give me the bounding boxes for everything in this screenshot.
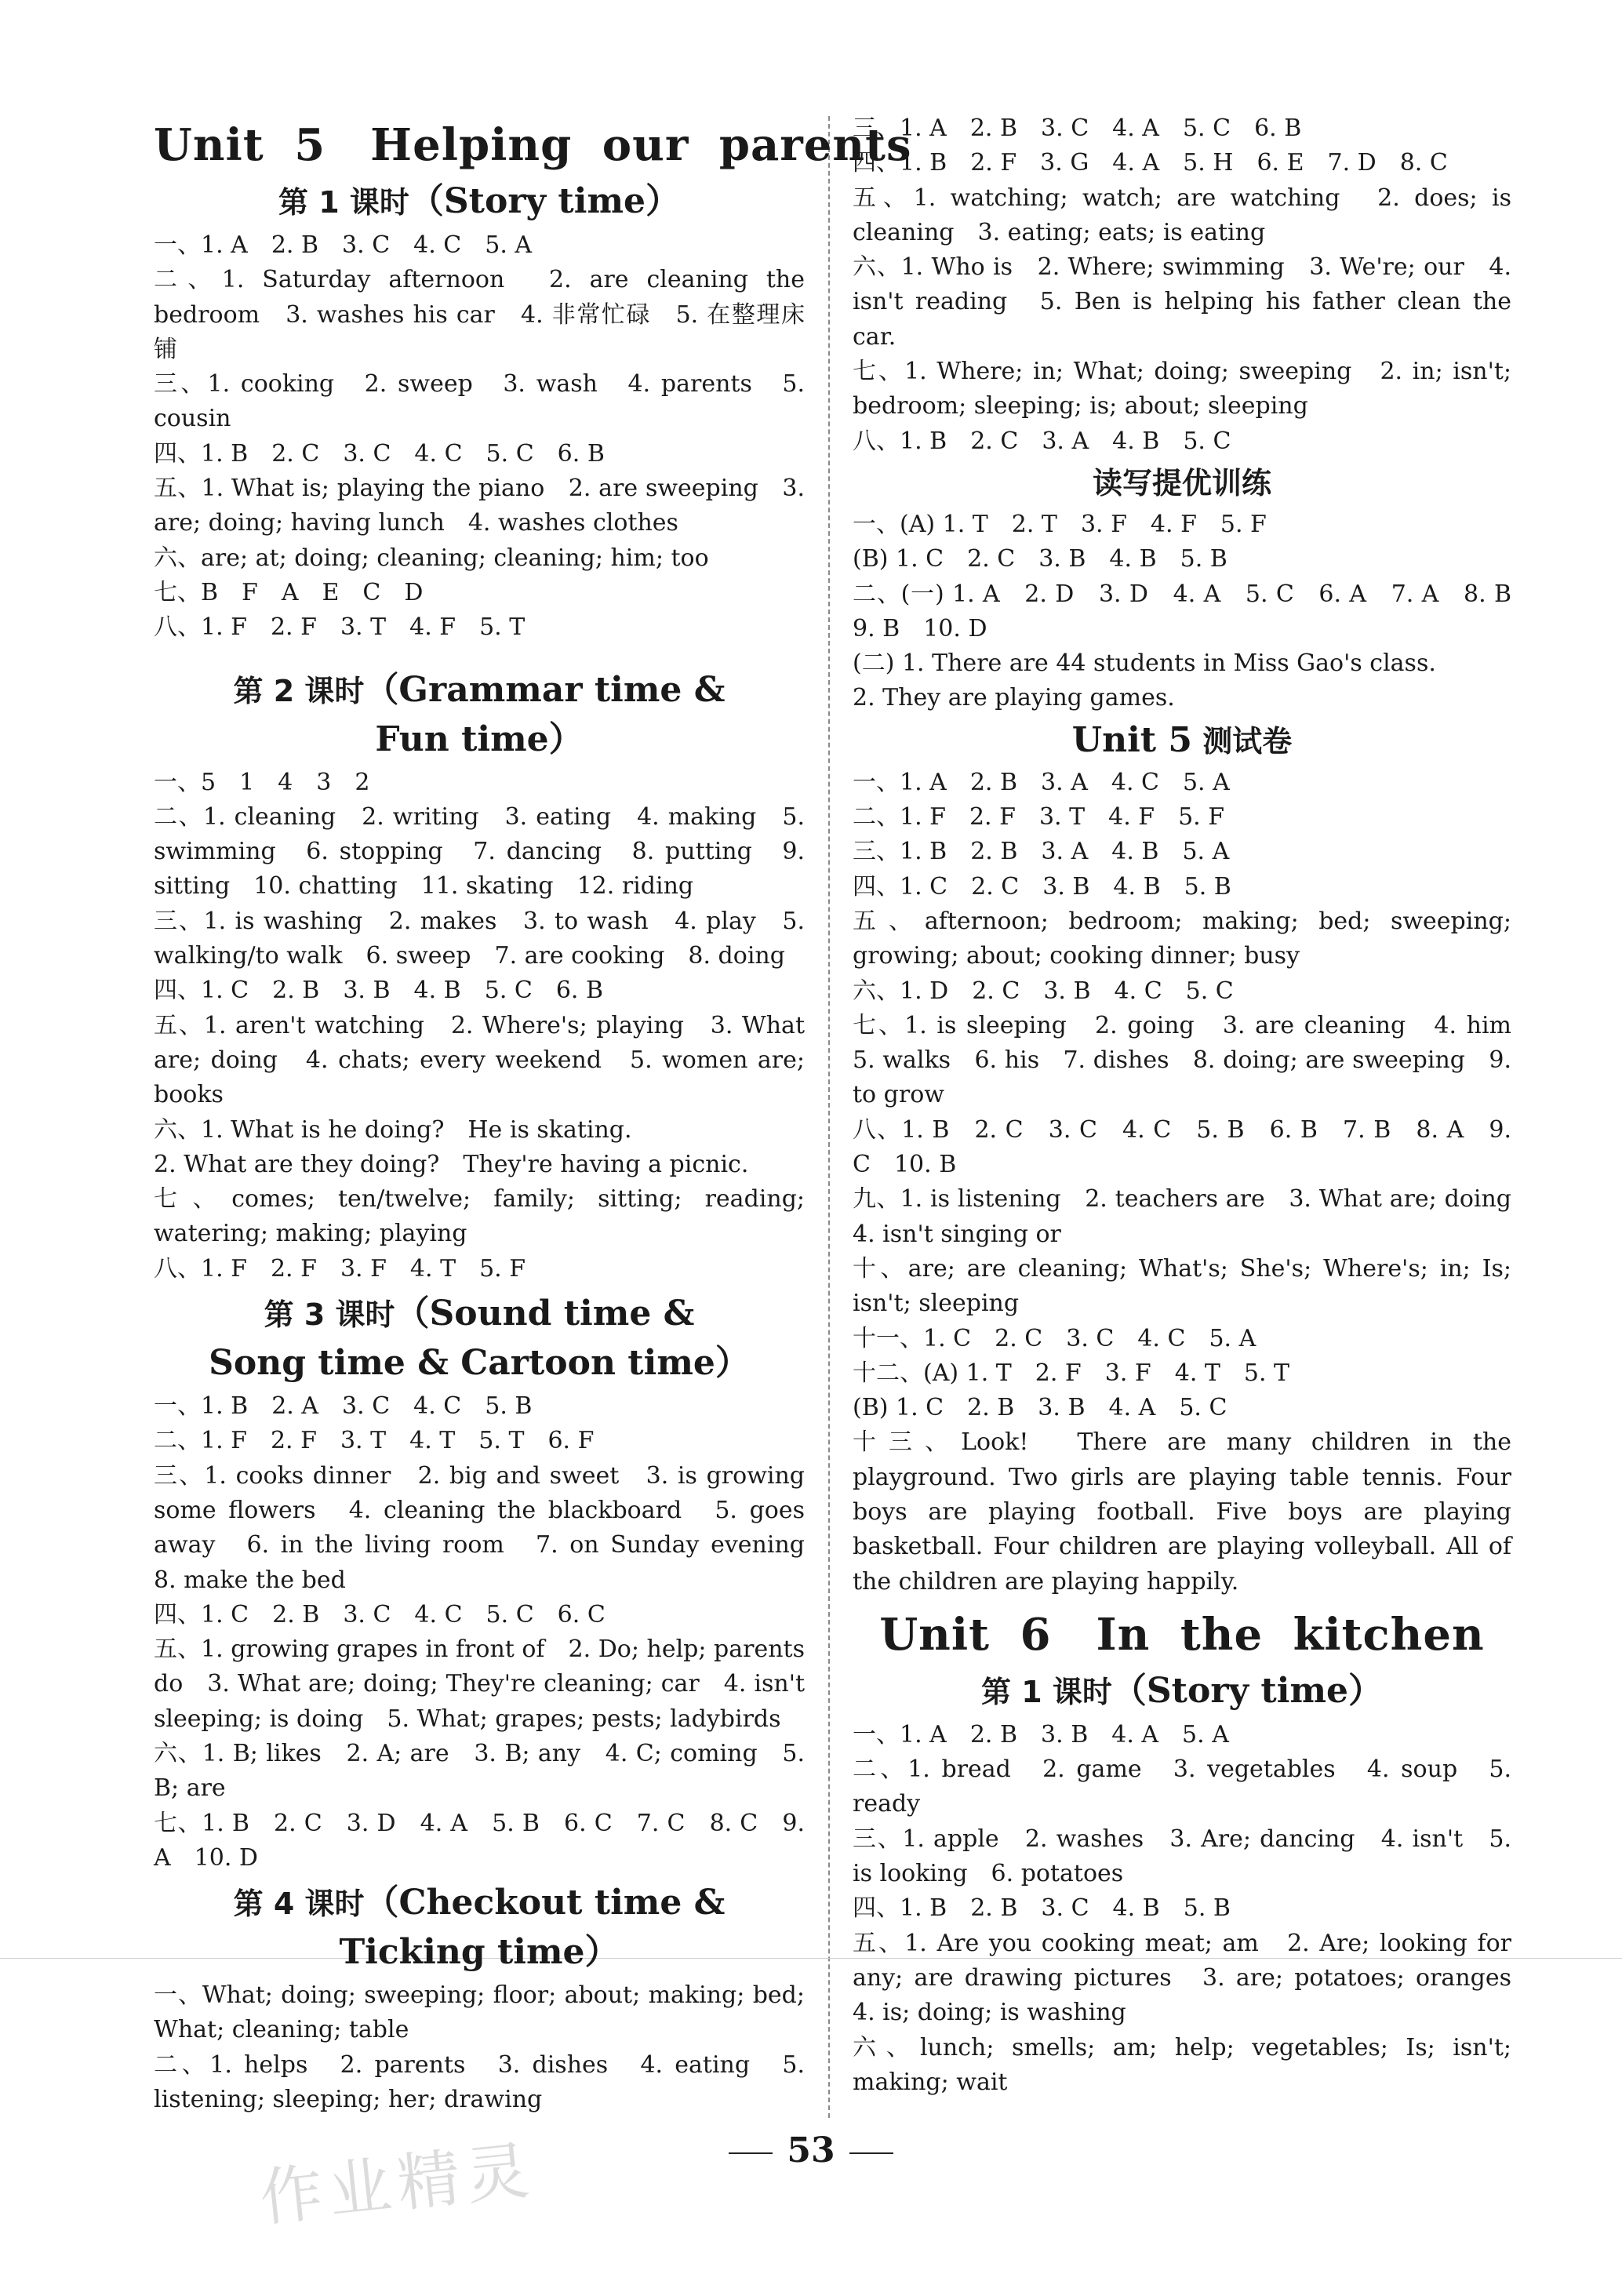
answer-line: 一、5 1 4 3 2	[154, 768, 370, 796]
answer-line: 十三、Look! There are many children in the playground. Two girls are playing table tennis. Four boys are playing football. Five boys are playing basketball. Four children are playing volleyball. All of the children are playing happily.	[853, 1428, 1511, 1596]
answer-line: 二、1. cleaning 2. writing 3. eating 4. making 5. swimming 6. stopping 7. dancing 8. putting 9. sitting 10. chatting 11. skating 12. riding	[154, 802, 805, 901]
answer-line: 2. What are they doing? They're having a picnic.	[154, 1150, 749, 1178]
answer-line: 七、B F A E C D	[154, 578, 424, 606]
reading-writing-answers	[853, 508, 1535, 716]
answer-line: 二、1. F 2. F 3. T 4. F 5. F	[853, 803, 1225, 831]
answer-line: 四、1. B 2. F 3. G 4. A 5. H 6. E 7. D 8. C	[853, 149, 1448, 177]
answer-line: 二、1. bread 2. game 3. vegetables 4. soup 5. ready	[853, 1756, 1511, 1818]
answer-line: 六、1. Who is 2. Where; swimming 3. We're; our 4. isn't reading 5. Ben is helping his father clean the car.	[853, 253, 1511, 351]
unit-6-lesson-1-label: 第 1 课时	[980, 1674, 1112, 1709]
answer-line: 五、1. aren't watching 2. Where's; playing 3. What are; doing 4. chats; every weekend 5. women are; books	[154, 1011, 805, 1109]
answer-line: 六、1. B; likes 2. A; are 3. B; any 4. C; coming 5. B; are	[154, 1739, 805, 1803]
answer-line: 五、afternoon; bedroom; making; bed; sweeping; growing; about; cooking dinner; busy	[853, 907, 1511, 970]
answer-line: 八、1. B 2. C 3. A 4. B 5. C	[853, 427, 1231, 455]
answer-line: 五、1. watching; watch; are watching 2. does; is cleaning 3. eating; eats; is eating	[853, 184, 1511, 246]
watermark: 作业精灵	[256, 2133, 539, 2236]
lesson-3-title	[154, 1290, 805, 1388]
lesson-1-name: （Story time）	[409, 181, 680, 221]
left-column	[154, 110, 912, 2117]
unit-5-test-answers	[853, 766, 1535, 1599]
answer-line: 六、lunch; smells; am; help; vegetables; Is; isn't; making; wait	[853, 2033, 1511, 2096]
unit-6-lesson-1-name: （Story time）	[1111, 1670, 1383, 1711]
answer-line: 六、are; at; doing; cleaning; cleaning; him; too	[154, 544, 709, 572]
answer-line: 七、1. B 2. C 3. D 4. A 5. B 6. C 7. C 8. C 9. A 10. D	[154, 1809, 805, 1872]
lesson-2-name-line2: Fun time）	[375, 719, 584, 759]
answer-line: 一、1. A 2. B 3. A 4. C 5. A	[853, 768, 1230, 796]
page-number-dash-left	[729, 2152, 773, 2154]
answer-line: 七、comes; ten/twelve; family; sitting; reading; watering; making; playing	[154, 1185, 805, 1248]
unit-6-title: Unit 6 In the kitchen	[879, 1608, 1485, 1661]
lesson-1-title	[154, 177, 805, 227]
answer-line: 四、1. B 2. C 3. C 4. C 5. C 6. B	[154, 439, 605, 468]
page-number: 53	[787, 2130, 835, 2170]
answer-line: 三、1. cooks dinner 2. big and sweet 3. is growing some flowers 4. cleaning the blackboard 5. goes away 6. in the living room 7. on Sunday evening 8. make the bed	[154, 1461, 828, 1594]
unit-6-lesson-1-title	[853, 1667, 1511, 1716]
answer-line: 一、1. B 2. A 3. C 4. C 5. B	[154, 1392, 533, 1421]
lesson-4-answers	[154, 1978, 805, 2117]
answer-line: (二) 1. There are 44 students in Miss Gao's class.	[853, 650, 1436, 678]
page-number-dash-right	[849, 2152, 893, 2154]
answer-line: 三、1. B 2. B 3. A 4. B 5. A	[853, 838, 1230, 866]
lesson-3-answers	[154, 1389, 828, 1876]
answer-line: 六、1. D 2. C 3. B 4. C 5. C	[853, 977, 1234, 1005]
lesson-4-name-line2: Ticking time）	[339, 1932, 620, 1973]
unit-5-test-label: 测试卷	[1202, 723, 1293, 759]
unit-6-lesson-1-answers	[853, 1718, 1535, 2100]
reading-writing-title: 读写提优训练	[1092, 465, 1271, 500]
answer-line: 三、1. is washing 2. makes 3. to wash 4. play 5. walking/to walk 6. sweep 7. are cooking 8. doing	[154, 907, 805, 970]
lesson-2-label: 第 2 课时	[233, 673, 365, 708]
answer-line: 三、1. cooking 2. sweep 3. wash 4. parents 5. cousin	[154, 370, 805, 433]
lesson-2-name-line1: （Grammar time &	[364, 669, 726, 710]
right-column	[853, 111, 1535, 2100]
answer-line: 四、1. B 2. B 3. C 4. B 5. B	[853, 1894, 1231, 1923]
answer-line: 二、1. F 2. F 3. T 4. T 5. T 6. F	[154, 1427, 595, 1455]
answer-line: 四、1. C 2. B 3. B 4. B 5. C 6. B	[154, 977, 604, 1005]
answer-line: (B) 1. C 2. C 3. B 4. B 5. B	[853, 545, 1227, 573]
lesson-3-name-line1: （Sound time &	[395, 1294, 695, 1334]
lesson-3-name-line2: Song time & Cartoon time）	[209, 1343, 750, 1384]
answer-line: 七、1. Where; in; What; doing; sweeping 2. in; isn't; bedroom; sleeping; is; about; sleeping	[853, 358, 1511, 420]
answer-line: 十二、(A) 1. T 2. F 3. F 4. T 5. T	[853, 1359, 1290, 1387]
answer-line: 二、1. Saturday afternoon 2. are cleaning the bedroom 3. washes his car 4. 非常忙碌 5. 在整理床铺	[154, 266, 805, 363]
answer-line: 一、What; doing; sweeping; floor; about; making; bed; What; cleaning; table	[154, 1981, 805, 2044]
lesson-4-answers-continued	[853, 111, 1511, 459]
answer-line: 一、(A) 1. T 2. T 3. F 4. F 5. F	[853, 510, 1267, 538]
answer-line: 二、(一) 1. A 2. D 3. D 4. A 5. C 6. A 7. A 8. B 9. B 10. D	[853, 580, 1535, 642]
unit-5-title: Unit 5 Helping our parents	[154, 119, 912, 171]
answer-line: 2. They are playing games.	[853, 684, 1175, 712]
page-number-footer	[0, 2127, 1622, 2174]
lesson-4-title	[154, 1879, 805, 1977]
lesson-3-label: 第 3 课时	[264, 1297, 395, 1333]
answer-line: 六、1. What is he doing? He is skating.	[154, 1115, 632, 1144]
answer-line: 四、1. C 2. C 3. B 4. B 5. B	[853, 872, 1231, 901]
answer-line: 三、1. A 2. B 3. C 4. A 5. C 6. B	[853, 115, 1302, 142]
answer-line: 十、are; are cleaning; What's; She's; Where's; in; Is; isn't; sleeping	[853, 1254, 1511, 1318]
answer-line: 五、1. What is; playing the piano 2. are sweeping 3. are; doing; having lunch 4. washes clothes	[154, 475, 805, 537]
column-divider	[828, 116, 830, 2118]
answer-line: 五、1. Are you cooking meat; am 2. Are; looking for any; are drawing pictures 3. are; potatoes; oranges 4. is; doing; is washing	[853, 1929, 1535, 2027]
lesson-4-name-line1: （Checkout time &	[364, 1883, 726, 1923]
answer-line: 三、1. apple 2. washes 3. Are; dancing 4. isn't 5. is looking 6. potatoes	[853, 1825, 1511, 1888]
answer-line: 二、1. helps 2. parents 3. dishes 4. eating 5. listening; sleeping; her; drawing	[154, 2050, 805, 2114]
lesson-2-answers	[154, 766, 805, 1286]
answer-line: 一、1. A 2. B 3. B 4. A 5. A	[853, 1720, 1229, 1748]
unit-5-test-unit: Unit 5	[1071, 719, 1193, 760]
answer-line: 五、1. growing grapes in front of 2. Do; help; parents do 3. What are; doing; They're cleaning; car 4. isn't sleeping; is doing 5. What; grapes; pests; ladybirds	[154, 1636, 805, 1733]
lesson-2-title	[154, 666, 805, 764]
answer-line: (B) 1. C 2. B 3. B 4. A 5. C	[853, 1394, 1227, 1422]
answer-line: 七、1. is sleeping 2. going 3. are cleaning 4. him 5. walks 6. his 7. dishes 8. doing; are sweeping 9. to grow	[853, 1011, 1535, 1109]
answer-line: 八、1. B 2. C 3. C 4. C 5. B 6. B 7. B 8. A 9. C 10. B	[853, 1115, 1511, 1179]
answer-line: 一、1. A 2. B 3. C 4. C 5. A	[154, 231, 533, 259]
answer-line: 九、1. is listening 2. teachers are 3. What are; doing 4. isn't singing or	[853, 1185, 1535, 1248]
answer-line: 八、1. F 2. F 3. F 4. T 5. F	[154, 1254, 526, 1283]
unit-5-test-title	[853, 718, 1511, 764]
answer-line: 四、1. C 2. B 3. C 4. C 5. C 6. C	[154, 1600, 606, 1628]
answer-line: 十一、1. C 2. C 3. C 4. C 5. A	[853, 1324, 1257, 1352]
lesson-4-label: 第 4 课时	[233, 1887, 365, 1922]
lesson-1-answers	[154, 228, 805, 646]
answer-line: 八、1. F 2. F 3. T 4. F 5. T	[154, 613, 526, 642]
lesson-1-label: 第 1 课时	[278, 185, 409, 220]
